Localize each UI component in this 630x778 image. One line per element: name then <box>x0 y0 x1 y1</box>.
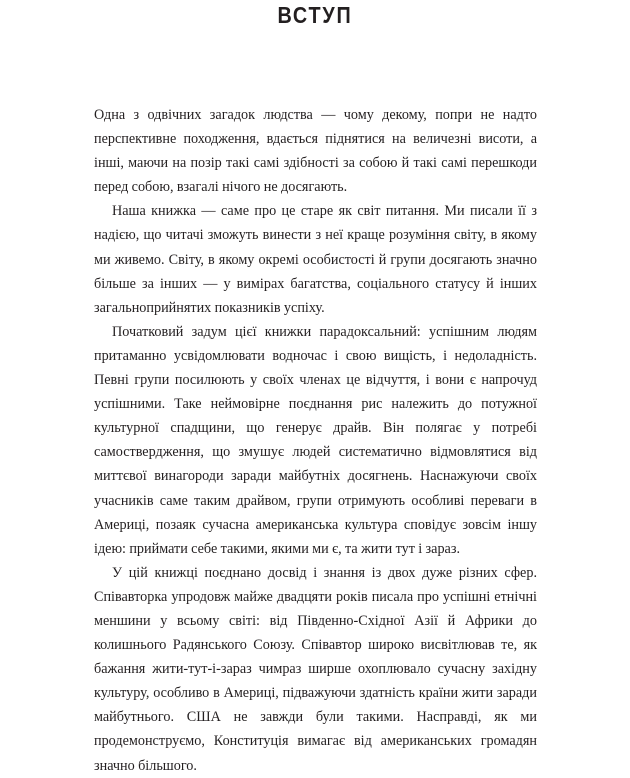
body-paragraph: Наша книжка — саме про це старе як світ питання. Ми писали її з надією, що читачі зможуть винести з неї краще розуміння світу, в якому ми живемо. Світу, в якому окремі особистості й групи досягають значно більше за інших — у вимірах багатства, соціального статусу й інших загальноприйнятих показників успіху. <box>94 203 537 316</box>
body-paragraph: У цій книжці поєднано досвід і знання із двох дуже різних сфер. Співавторка упродовж майже двадцяти років писала про успішні етнічні меншини у всьому світі: від Південно-Східної Азії й Африки до колишнього Радянського Союзу. Співавтор широко висвітлював те, як бажання жити-тут-і-зараз чимраз ширше охоплювало сучасну західну культуру, особливо в Америці, підважуючи здатність країни жити заради майбутнього. США не завжди були такими. Насправді, як ми продемонструємо, Конституція вимагає від американських громадян значно більшого. <box>94 564 537 774</box>
chapter-title: ВСТУП <box>277 2 353 28</box>
body-paragraph: Одна з одвічних загадок людства — чому декому, попри не надто перспективне походження, вдається піднятися на величезні висоти, а інші, маючи на позір такі самі здібності за собою й такі самі перешкоди перед собою, взагалі нічого не досягають. <box>94 107 537 196</box>
body-paragraph: Початковий задум цієї книжки парадоксальний: успішним людям притаманно усвідомлювати водночас і свою вищість, і недоладність. Певні групи посилюють у своїх членах це відчуття, і вони є напрочуд успішними. Таке неймовірне поєднання рис належить до потужної культурної спадщини, що генерує драйв. Він полягає у потребі самоствердження, що змушує людей систематично відмовлятися від миттєвої винагороди заради майбутніх досягнень. Наснажуючи своїх учасників саме таким драйвом, групи отримують особливі переваги в Америці, позаяк сучасна американська культура сповідує зовсім іншу ідею: приймати себе такими, якими ми є, та жити тут і зараз. <box>94 323 537 557</box>
body-text-column <box>94 103 537 778</box>
